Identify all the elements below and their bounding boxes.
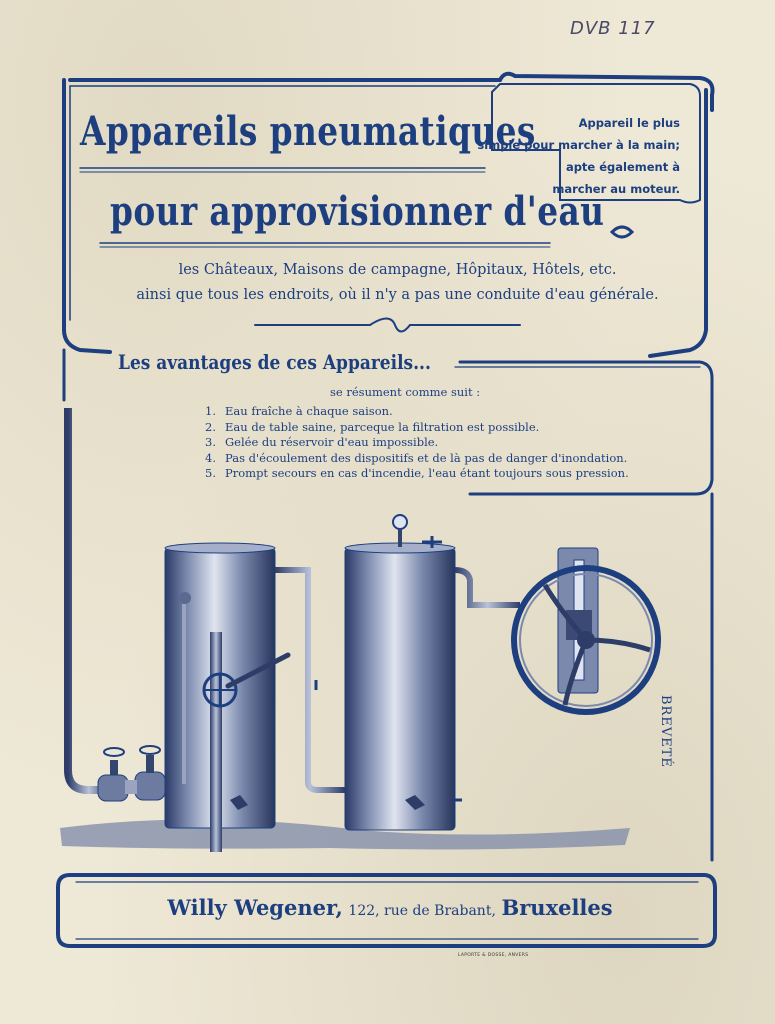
side-note-line: marcher au moteur. <box>552 182 680 196</box>
list-item-text: Prompt secours en cas d'incendie, l'eau étant toujours sous pression. <box>225 466 629 481</box>
title-line-1: Appareils pneumatiques <box>80 108 536 155</box>
list-item-number: 3. <box>205 435 216 450</box>
list-item-number: 5. <box>205 466 216 481</box>
list-item-text: Gelée du réservoir d'eau impossible. <box>225 435 439 450</box>
side-note-line: apte également à <box>565 160 680 174</box>
list-item-text: Pas d'écoulement des dispositifs et de là pas de danger d'inondation. <box>225 450 628 465</box>
locations-line-2: ainsi que tous les endroits, où il n'y a pas une conduite d'eau générale. <box>136 287 659 303</box>
list-item-text: Eau fraîche à chaque saison. <box>225 404 393 418</box>
street-address: 122, rue de Brabant, <box>348 903 496 919</box>
patent-label: BREVETÉ <box>658 695 673 768</box>
list-item <box>205 420 629 436</box>
advantages-list <box>205 404 629 482</box>
tank-right <box>345 515 520 830</box>
list-item-number: 1. <box>205 404 216 418</box>
city: Bruxelles <box>501 895 613 920</box>
title-line-2: pour approvisionner d'eau <box>110 188 605 235</box>
list-item <box>205 404 629 420</box>
side-note <box>477 112 680 200</box>
company-name: Willy Wegener, <box>167 895 343 920</box>
list-item <box>205 435 629 451</box>
list-item <box>205 466 629 482</box>
list-item <box>205 451 629 467</box>
handwritten-note: DVB 117 <box>570 18 656 39</box>
valves <box>98 746 165 801</box>
printer-credit: LAPORTE & DOSSE, ANVERS <box>458 953 529 958</box>
hand-pump <box>514 548 658 712</box>
side-note-line: Appareil le plus <box>578 116 680 130</box>
advantages-subtitle: se résument comme suit : <box>330 385 481 399</box>
list-item-text: Eau de table saine, parceque la filtration est possible. <box>225 419 540 434</box>
list-item-number: 2. <box>205 419 216 434</box>
locations-line-1: les Châteaux, Maisons de campagne, Hôpitaux, Hôtels, etc. <box>178 262 617 278</box>
tank-left <box>165 543 288 852</box>
list-item-number: 4. <box>205 450 216 465</box>
footer-address <box>70 895 710 920</box>
side-note-line: simple pour marcher à la main; <box>477 138 680 152</box>
advantages-title: Les avantages de ces Appareils... <box>118 350 431 374</box>
